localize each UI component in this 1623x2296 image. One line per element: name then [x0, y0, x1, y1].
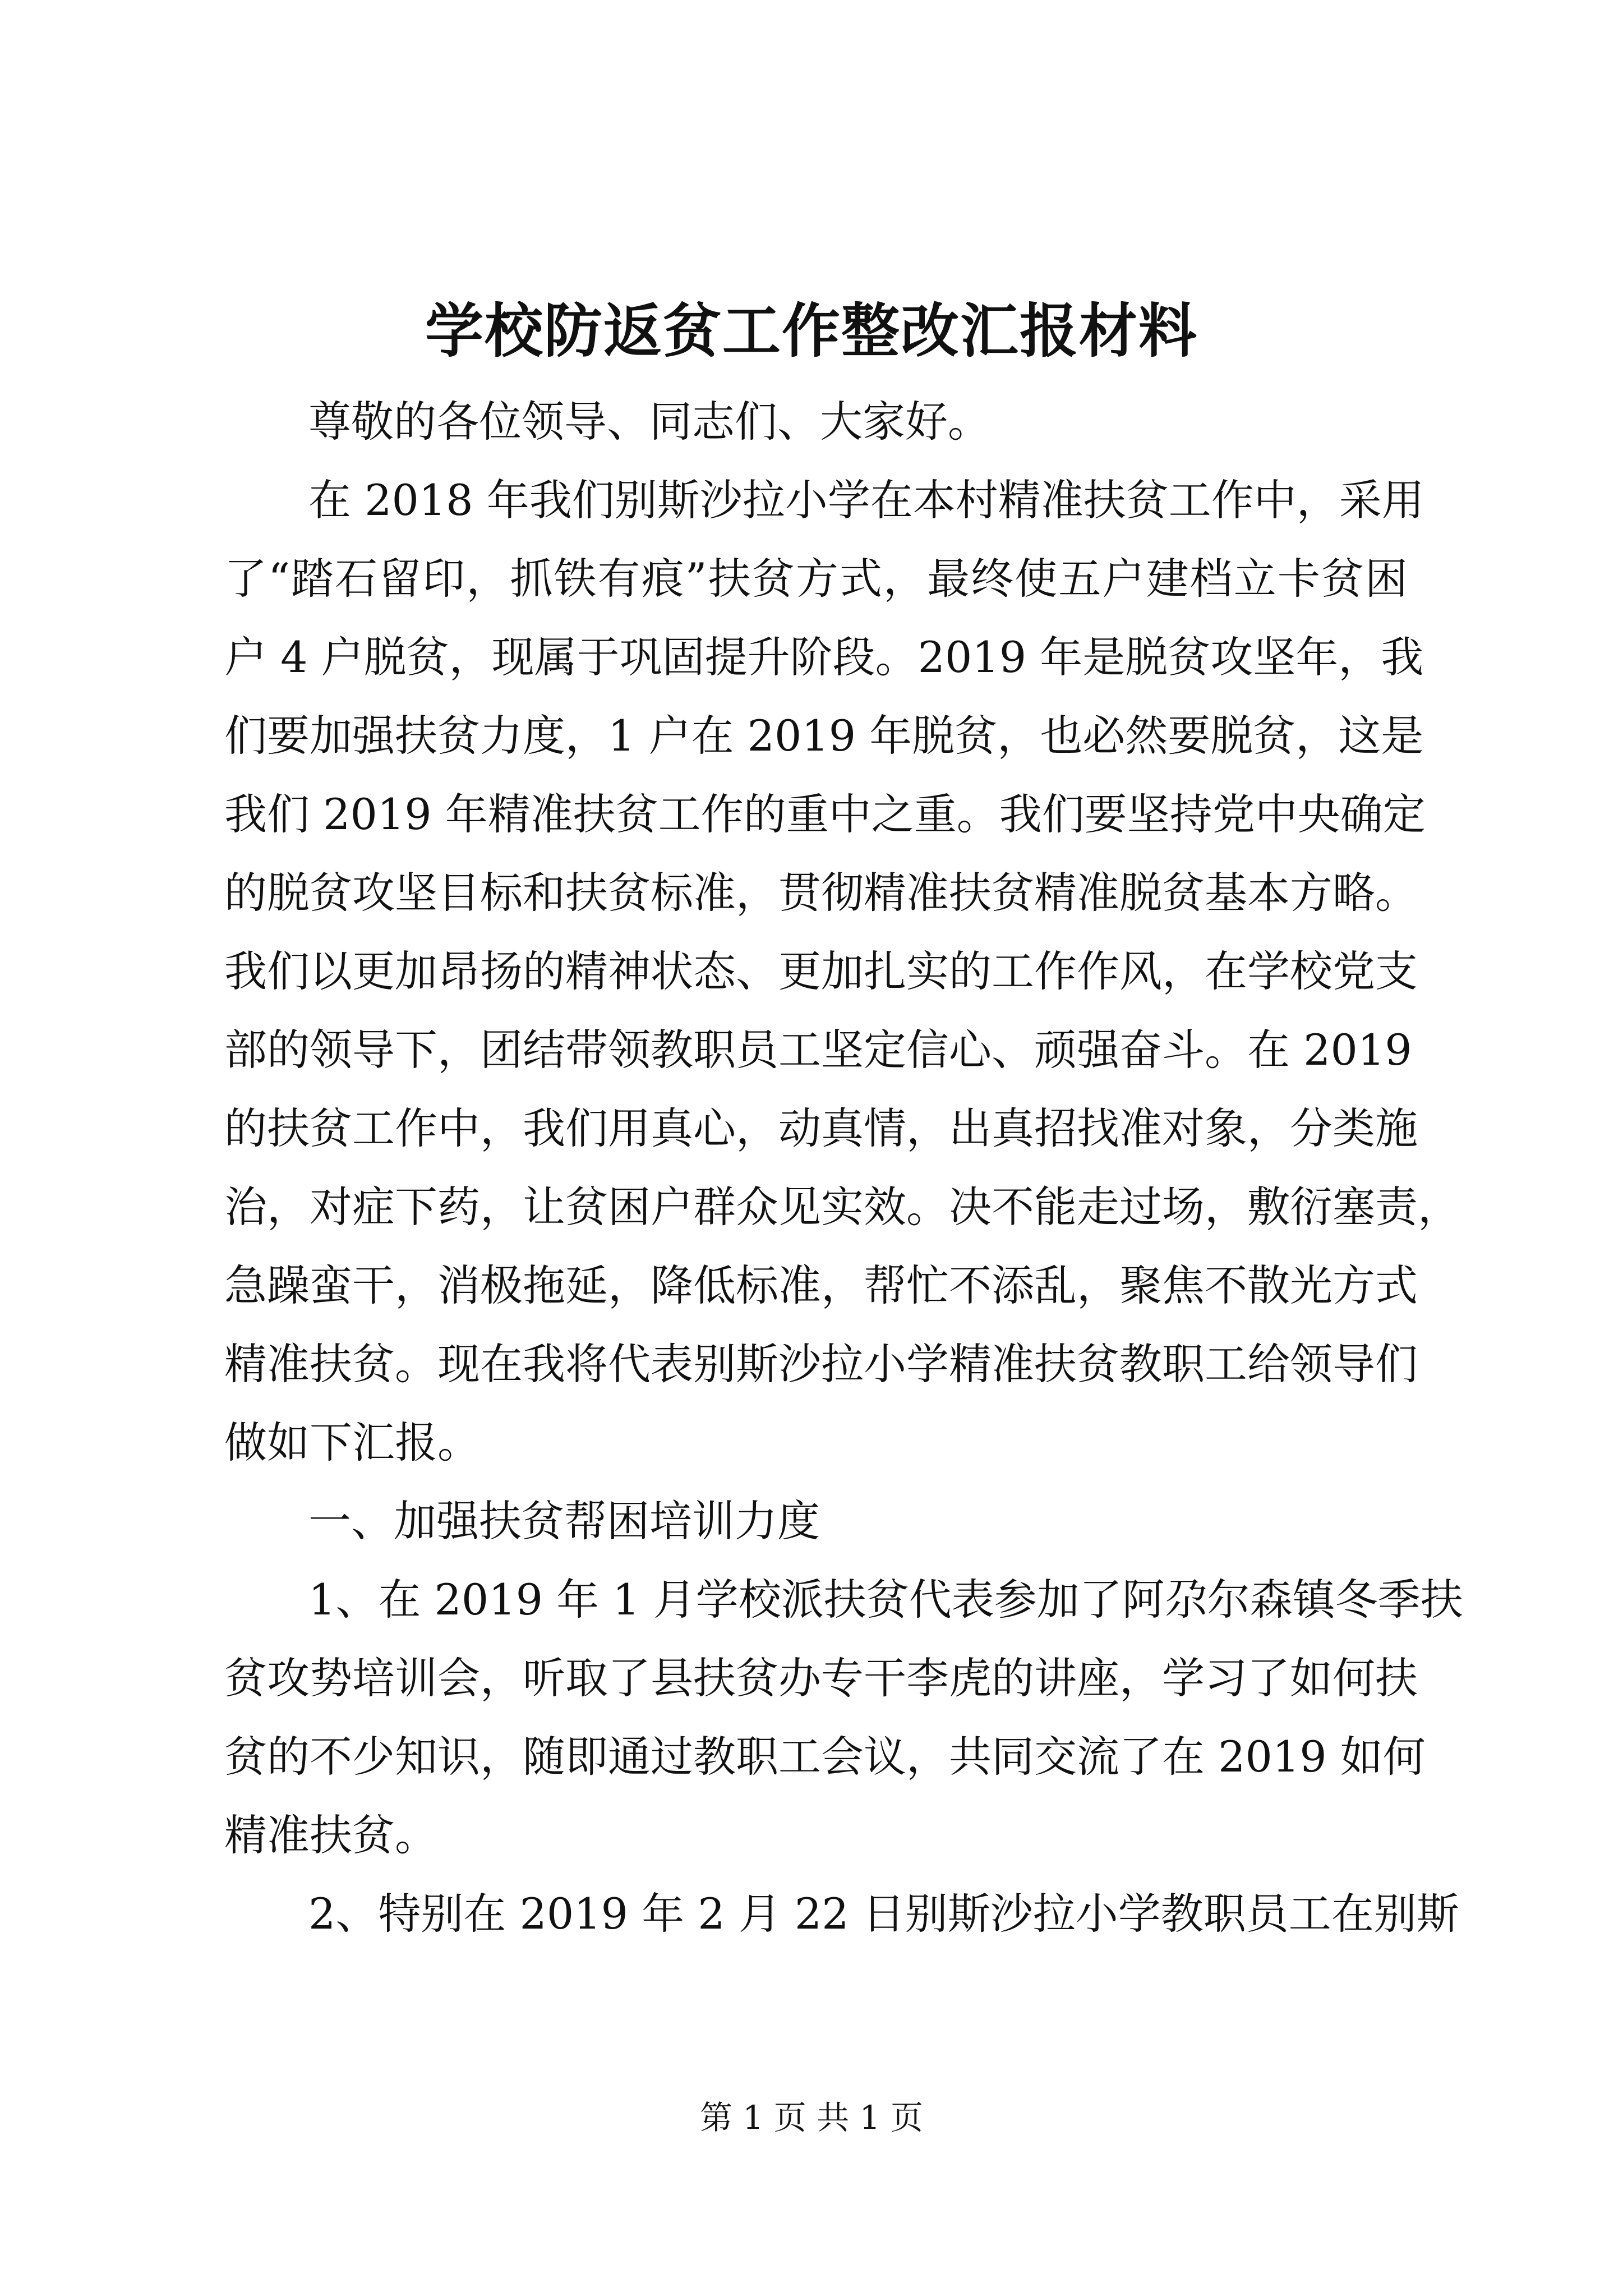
text-line-content: 2、特别在 2019 年 2 月 22 日别斯沙拉小学教职员工在别斯: [308, 1889, 1459, 1939]
text-line-content: 1、在 2019 年 1 月学校派扶贫代表参加了阿尕尔森镇冬季扶: [308, 1575, 1463, 1625]
text-line-content: 做如下汇报。: [224, 1418, 480, 1467]
text-line-content: 了“踏石留印，抓铁有痕”扶贫方式，最终使五户建档立卡贫困: [224, 554, 1408, 604]
text-line-content: 户 4 户脱贫，现属于巩固提升阶段。2019 年是脱贫攻坚年，我: [224, 632, 1424, 682]
text-line-content: 的扶贫工作中，我们用真心，动真情，出真招找准对象，分类施: [224, 1103, 1418, 1153]
text-line-content: 治，对症下药，让贫困户群众见实效。决不能走过场，敷衍塞责，: [224, 1182, 1460, 1232]
text-line-content: 贫的不少知识，随即通过教职工会议，共同交流了在 2019 如何: [224, 1732, 1426, 1782]
text-line-content: 精准扶贫。: [224, 1810, 437, 1860]
document-title: 学校防返贫工作整改汇报材料: [425, 296, 1198, 365]
text-line-content: 部的领导下，团结带领教职员工坚定信心、顽强奋斗。在 2019: [224, 1025, 1412, 1075]
text-line-content: 我们 2019 年精准扶贫工作的重中之重。我们要坚持党中央确定: [224, 789, 1426, 839]
text-line-content: 精准扶贫。现在我将代表别斯沙拉小学精准扶贫教职工给领导们: [224, 1339, 1418, 1389]
text-line-content: 贫攻势培训会，听取了县扶贫办专干李虎的讲座，学习了如何扶: [224, 1653, 1418, 1703]
text-line-content: 急躁蛮干，消极拖延，降低标准，帮忙不添乱，聚焦不散光方式: [224, 1260, 1418, 1310]
text-line-content: 的脱贫攻坚目标和扶贫标准，贯彻精准扶贫精准脱贫基本方略。: [224, 868, 1418, 918]
text-line-content: 在 2018 年我们别斯沙拉小学在本村精准扶贫工作中，采用: [308, 475, 1424, 525]
page-footer: 第 1 页 共 1 页: [700, 2099, 923, 2137]
text-line-content: 尊敬的各位领导、同志们、大家好。: [308, 397, 990, 447]
section-heading-text: 一、加强扶贫帮困培训力度: [308, 1496, 820, 1546]
text-line-content: 们要加强扶贫力度，1 户在 2019 年脱贫，也必然要脱贫，这是: [224, 711, 1424, 761]
text-line-content: 我们以更加昂扬的精神状态、更加扎实的工作作风，在学校党支: [224, 946, 1418, 996]
